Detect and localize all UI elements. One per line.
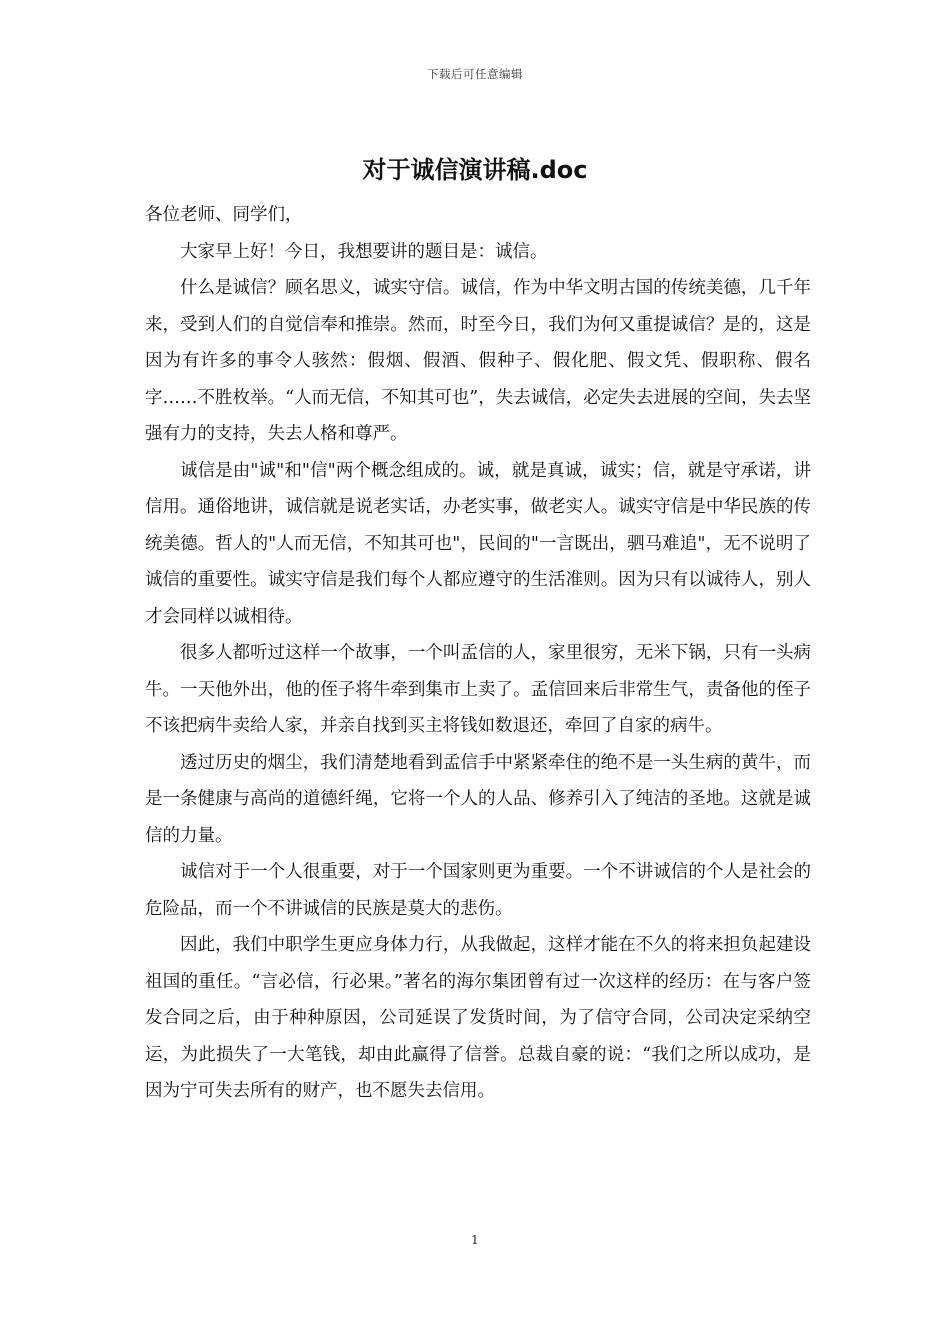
paragraph-story: 很多人都听过这样一个故事，一个叫孟信的人，家里很穷，无米下锅，只有一头病牛。一天他外出，他的侄子将牛牵到集市上卖了。孟信回来后非常生气，责备他的侄子不该把病牛卖给人家，并亲自找到买主将钱如数退还，牵回了自家的病牛。 [145,643,811,736]
paragraph-history: 透过历史的烟尘，我们清楚地看到孟信手中紧紧牵住的绝不是一头生病的黄牛，而是一条健康与高尚的道德纤绳，它将一个人的人品、修养引入了纯洁的圣地。这就是诚信的力量。 [145,752,811,846]
salutation: 各位老师、同学们， [145,205,303,225]
page-number: 1 [471,1233,479,1247]
paragraph-definition: 诚信是由"诚"和"信"两个概念组成的。诚，就是真诚，诚实；信，就是守承诺，讲信用。通俗地讲，诚信就是说老实话，办老实事，做老实人。诚实守信是中华民族的传统美德。哲人的"人而无信，不知其可也"，民间的"一言既出，驷马难追"，无不说明了诚信的重要性。诚实守信是我们每个人都应遵守的生活准则。因为只有以诚待人，别人才会同样以诚相待。 [145,460,811,627]
paragraph-conclusion: 因此，我们中职学生更应身体力行，从我做起，这样才能在不久的将来担负起建设祖国的重任。“言必信，行必果。”著名的海尔集团曾有过一次这样的经历：在与客户签发合同之后，由于种种原因，公司延误了发货时间，为了信守合同，公司决定采纳空运，为此损失了一大笔钱，却由此赢得了信誉。总裁自豪的说：“我们之所以成功，是因为宁可失去所有的财产，也不愿失去信用。 [145,935,811,1101]
paragraph-importance: 诚信对于一个人很重要，对于一个国家则更为重要。一个不讲诚信的个人是社会的危险品，而一个不讲诚信的民族是莫大的悲伤。 [145,862,811,919]
paragraph-greeting: 大家早上好！今日，我想要讲的题目是：诚信。 [180,241,548,262]
paragraph-what-is-integrity: 什么是诚信？顾名思义，诚实守信。诚信，作为中华文明古国的传统美德，几千年来，受到人们的自觉信奉和推崇。然而，时至今日，我们为何又重提诚信？是的，这是因为有许多的事令人骇然：假烟、假酒、假种子、假化肥、假文凭、假职称、假名字……不胜枚举。“人而无信，不知其可也”，失去诚信，必定失去进展的空间，失去坚强有力的支持，失去人格和尊严。 [145,278,811,444]
document-body [145,197,811,1110]
header-note: 下载后可任意编辑 [427,67,523,81]
document-title: 对于诚信演讲稿.doc [362,156,588,184]
